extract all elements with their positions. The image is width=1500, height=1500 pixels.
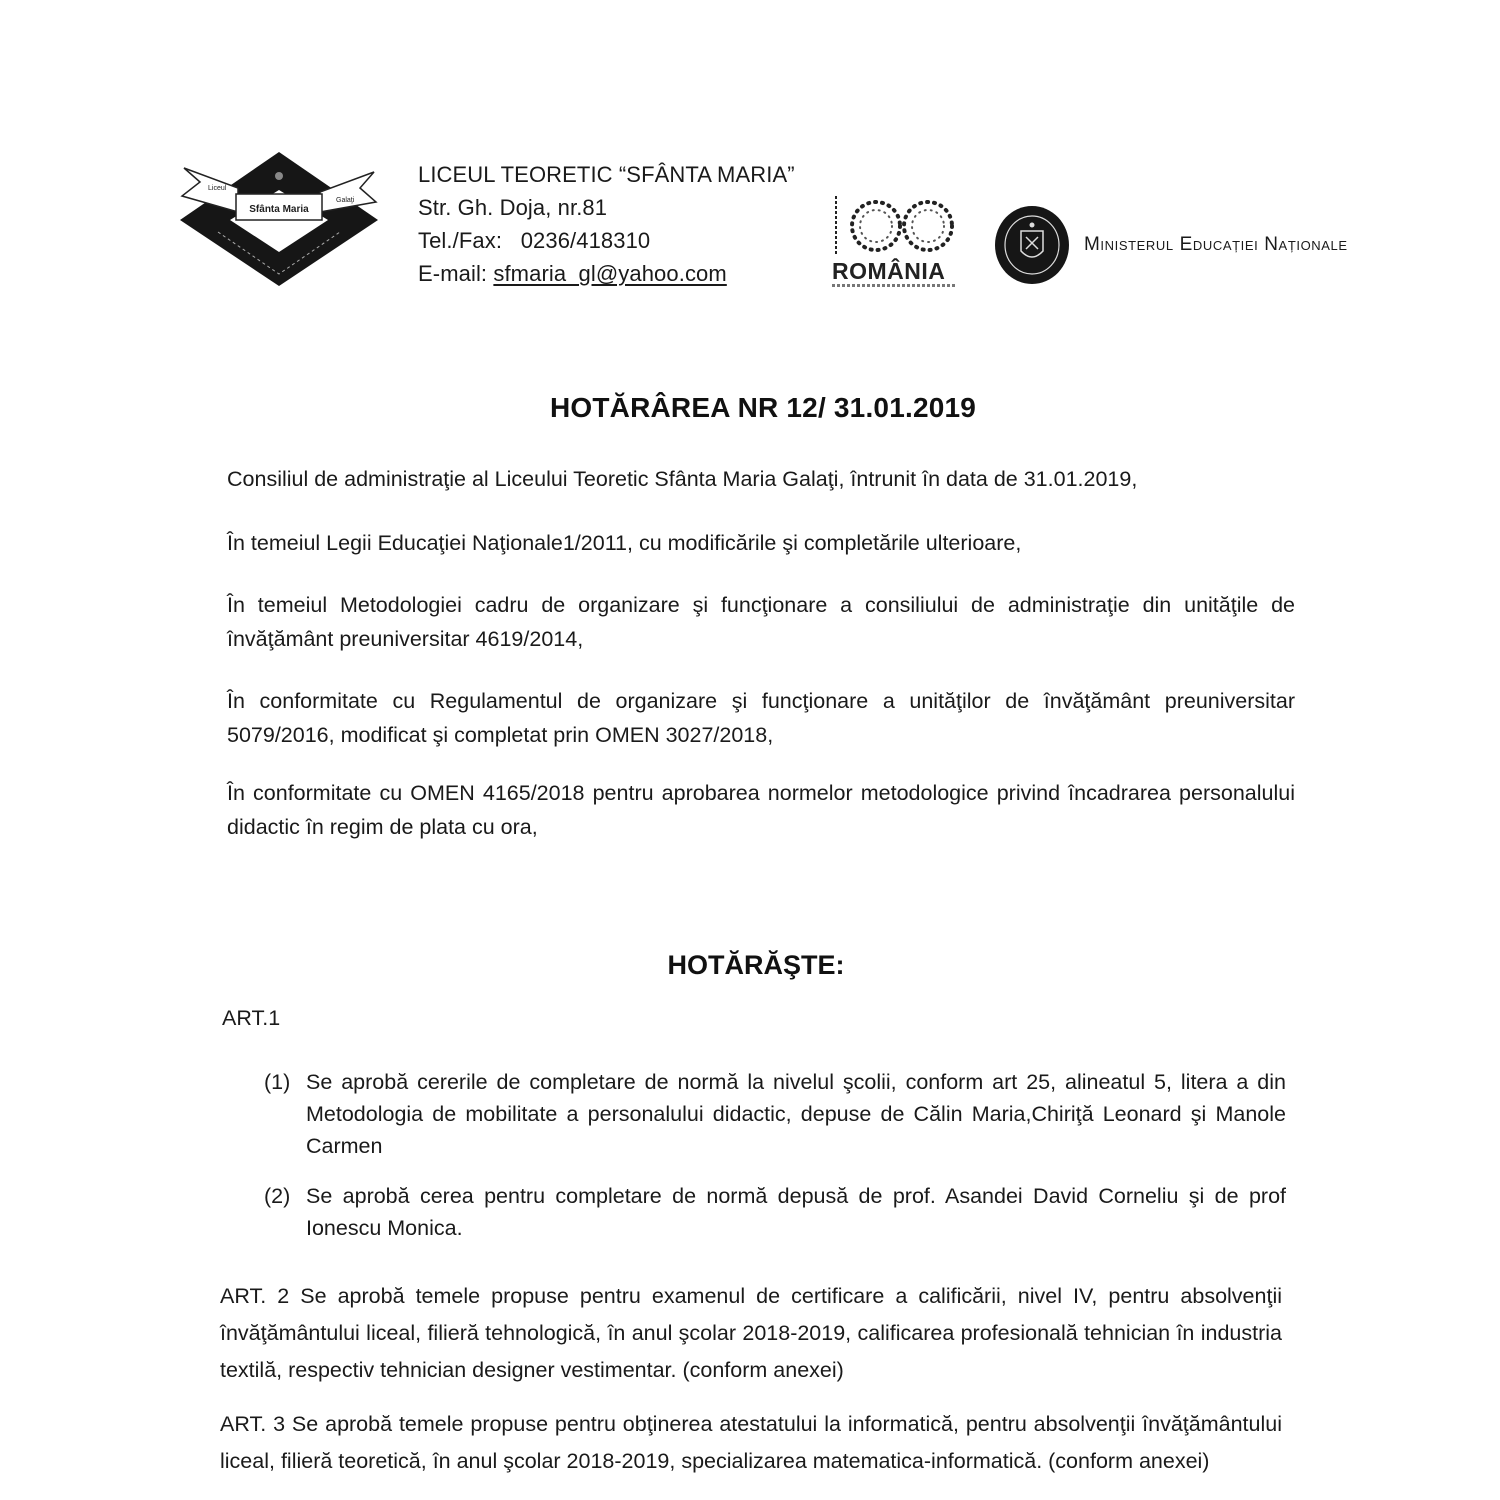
romania-100-logo xyxy=(828,192,960,292)
document-title: HOTĂRÂREA NR 12/ 31.01.2019 xyxy=(549,392,977,423)
school-crest-logo xyxy=(178,150,380,288)
school-phone-line xyxy=(418,224,795,257)
school-address: Str. Gh. Doja, nr.81 xyxy=(418,195,608,220)
article-2: ART. 2 Se aprobă temele propuse pentru examenul de certificare a calificării, nivel IV, pentru absolvenţii învăţământului liceal, filieră tehnologică, în anul şcolar 2018-2019, calificarea profesională tehnician în industria textilă, respectiv tehnician designer vestimentar. (conform anexei) xyxy=(220,1284,1282,1382)
school-email-line xyxy=(418,257,795,290)
romania-text: ROMÂNIA xyxy=(832,258,946,284)
svg-text:Galaţi: Galaţi xyxy=(336,197,355,204)
email-label: E-mail: xyxy=(418,261,488,286)
decides-heading: HOTĂRĂŞTE: xyxy=(667,950,845,980)
ministry-name: Ministerul Educației Naționale xyxy=(1084,234,1348,255)
preamble-council: Consiliul de administraţie al Liceului Teoretic Sfânta Maria Galaţi, întrunit în data de 31.01.2019, xyxy=(227,467,1138,491)
article-1-label: ART.1 xyxy=(222,1006,281,1030)
item-text: Se aprobă cererile de completare de normă la nivelul şcolii, conform art 25, alineatul 5, litera a din Metodologia de mobilitate a personalului didactic, depuse de Călin Maria,Chiriţă Leonard şi Manole Carmen xyxy=(306,1070,1286,1158)
article-1-item-2 xyxy=(264,1180,1286,1244)
item-number: (1) xyxy=(264,1070,291,1094)
preamble-omen: În conformitate cu OMEN 4165/2018 pentru aprobarea normelor metodologice privind încadrarea personalului didactic în regim de plata cu ora, xyxy=(227,781,1295,839)
school-name: LICEUL TEORETIC “SFÂNTA MARIA” xyxy=(418,162,795,187)
svg-text:Liceul: Liceul xyxy=(208,185,227,192)
item-text: Se aprobă cerea pentru completare de normă depusă de prof. Asandei David Corneliu şi de prof Ionescu Monica. xyxy=(306,1184,1286,1240)
school-contact-block xyxy=(418,158,795,290)
preamble-regulation: În conformitate cu Regulamentul de organizare şi funcţionare a unităţilor de învăţământ preuniversitar 5079/2016, modificat şi completat prin OMEN 3027/2018, xyxy=(227,689,1295,747)
article-3: ART. 3 Se aprobă temele propuse pentru obţinerea atestatului la informatică, pentru absolvenţii învăţământului liceal, filieră teoretică, în anul şcolar 2018-2019, specializarea matematica-informatică. (conform anexei) xyxy=(220,1412,1282,1473)
phone-label: Tel./Fax: xyxy=(418,228,503,253)
phone-number: 0236/418310 xyxy=(520,228,651,253)
preamble-law: În temeiul Legii Educaţiei Naţionale1/2011, cu modificările şi completările ulterioare, xyxy=(227,531,1022,555)
romania-subtitle-line xyxy=(832,284,956,287)
item-number: (2) xyxy=(264,1184,291,1208)
preamble-methodology: În temeiul Metodologiei cadru de organizare şi funcţionare a consiliului de administraţie din unităţile de învăţământ preuniversitar 4619/2014, xyxy=(227,593,1295,651)
article-1-item-1 xyxy=(264,1066,1286,1162)
email-link[interactable]: sfmaria_gl@yahoo.com xyxy=(493,261,727,286)
crest-banner-text: Sfânta Maria xyxy=(249,204,309,215)
government-seal-icon xyxy=(993,205,1071,285)
